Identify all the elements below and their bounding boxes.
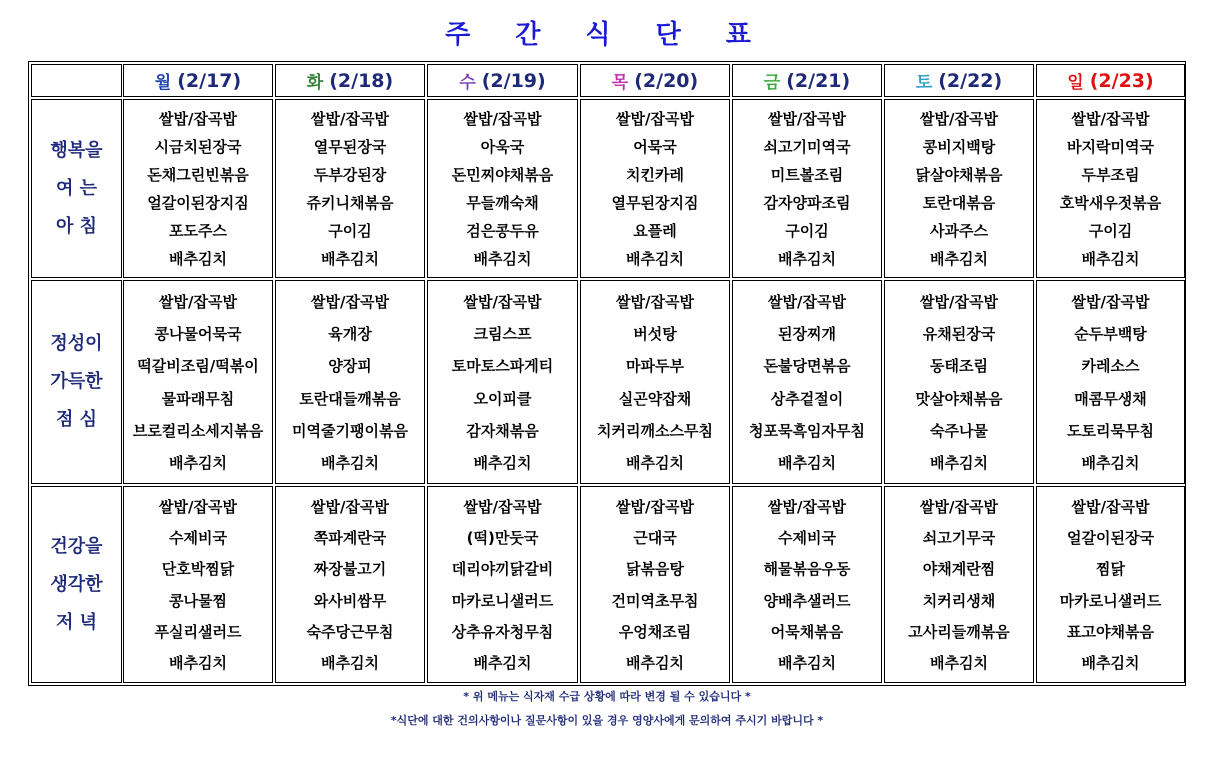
- menu-item: 배추김치: [473, 454, 532, 473]
- menu-item: 쌀밥/잡곡밥: [768, 292, 846, 311]
- menu-item: 푸실리샐러드: [154, 622, 242, 641]
- menu-item: 청포묵흑임자무침: [749, 421, 865, 440]
- menu-item: 해물볶음우동: [763, 560, 851, 579]
- day-date: (2/17): [177, 69, 242, 92]
- meal-label: [31, 280, 122, 484]
- menu-item: 배추김치: [930, 653, 988, 672]
- menu-cell: [580, 99, 730, 278]
- day-date: (2/22): [938, 69, 1003, 92]
- menu-item: 얼갈이된장지짐: [147, 194, 249, 213]
- menu-item: 크림스프: [473, 324, 532, 343]
- menu-item: 쌀밥/잡곡밥: [463, 498, 542, 517]
- menu-item: 마카로니샐러드: [1059, 591, 1162, 610]
- menu-item: 치커리생채: [922, 591, 996, 610]
- menu-item: 얼갈이된장국: [1067, 529, 1154, 548]
- day-header: [1036, 64, 1185, 97]
- day-name: 금: [763, 73, 781, 93]
- menu-item: 배추김치: [321, 653, 379, 672]
- meal-label-line: 여 는: [55, 177, 98, 199]
- menu-item: 오이피클: [473, 389, 532, 408]
- menu-item: 쌀밥/잡곡밥: [920, 292, 998, 311]
- day-date: (2/21): [786, 69, 851, 92]
- meal-label-line: 행복을: [50, 139, 103, 161]
- menu-item: 두부강된장: [313, 165, 387, 184]
- menu-cell: [1036, 99, 1185, 278]
- menu-item: 쌀밥/잡곡밥: [463, 109, 542, 128]
- menu-item: 배추김치: [778, 454, 836, 473]
- menu-item: 찜닭: [1096, 560, 1125, 579]
- notice-change: * 위 메뉴는 식자재 수급 상황에 따라 변경 될 수 있습니다 *: [463, 690, 751, 703]
- menu-item: 마카로니샐러드: [451, 591, 554, 610]
- page-title: 주 간 식 단 표: [445, 20, 769, 50]
- menu-item: 콩나물찜: [169, 591, 227, 610]
- menu-item: 배추김치: [778, 653, 836, 672]
- menu-item: 버섯탕: [633, 324, 677, 343]
- menu-item: 짜장불고기: [313, 560, 387, 579]
- menu-cell: [275, 280, 425, 484]
- menu-cell: [884, 99, 1034, 278]
- menu-item: 수제비국: [169, 529, 227, 548]
- day-header: [123, 64, 273, 97]
- menu-item: 마파두부: [626, 357, 684, 376]
- menu-item: 배추김치: [626, 454, 684, 473]
- menu-item: 맛살야채볶음: [915, 389, 1003, 408]
- menu-item: 쌀밥/잡곡밥: [920, 109, 998, 128]
- menu-item: 야채계란찜: [922, 560, 996, 579]
- menu-item: 표고야채볶음: [1067, 622, 1154, 641]
- menu-item: 사과주스: [930, 222, 988, 241]
- menu-item: 데리야끼닭갈비: [451, 560, 554, 579]
- menu-item: 쇠고기무국: [922, 529, 996, 548]
- menu-item: 카레소스: [1081, 357, 1140, 376]
- day-header: [580, 64, 730, 97]
- menu-item: 브로컬리소세지볶음: [132, 421, 264, 440]
- menu-item: 떡갈비조림/떡볶이: [137, 357, 259, 376]
- menu-cell: [275, 99, 425, 278]
- menu-item: 배추김치: [1081, 454, 1140, 473]
- menu-item: 토마토스파게티: [451, 357, 554, 376]
- menu-item: 실곤약잡채: [618, 389, 692, 408]
- menu-item: 고사리들깨볶음: [908, 622, 1010, 641]
- menu-item: 무들깨숙채: [466, 194, 539, 213]
- menu-item: (떡)만둣국: [466, 529, 539, 548]
- menu-item: 상추겉절이: [770, 389, 844, 408]
- menu-item: 물파래무침: [161, 389, 235, 408]
- day-date: (2/18): [329, 69, 394, 92]
- menu-item: 어묵국: [633, 137, 677, 156]
- menu-item: 쌀밥/잡곡밥: [159, 498, 237, 517]
- meal-label-line: 점 심: [55, 409, 98, 430]
- menu-item: 돈불당면볶음: [763, 357, 851, 376]
- menu-item: 쌀밥/잡곡밥: [463, 292, 542, 311]
- menu-item: 쌀밥/잡곡밥: [616, 109, 694, 128]
- menu-item: 단호박찜닭: [161, 560, 235, 579]
- day-name: 토: [915, 73, 933, 93]
- menu-item: 아욱국: [480, 137, 525, 156]
- day-name: 목: [611, 73, 629, 93]
- menu-item: 구이김: [1088, 222, 1133, 241]
- menu-cell: [580, 486, 730, 683]
- day-header: [427, 64, 578, 97]
- menu-item: 매콤무생채: [1074, 389, 1147, 408]
- menu-item: 쌀밥/잡곡밥: [311, 292, 389, 311]
- menu-item: 열무된장지짐: [611, 194, 699, 213]
- menu-item: 건미역초무침: [611, 591, 699, 610]
- menu-cell: [427, 99, 578, 278]
- menu-item: 돈채그린빈볶음: [147, 165, 249, 184]
- menu-item: 순두부백탕: [1074, 324, 1147, 343]
- meal-label-line: 건강을: [50, 535, 103, 557]
- meal-label-line: 생각한: [50, 573, 103, 595]
- menu-cell: [275, 486, 425, 683]
- menu-item: 육개장: [328, 324, 372, 343]
- menu-item: 시금치된장국: [154, 137, 242, 156]
- day-name: 월: [154, 73, 172, 93]
- menu-item: 배추김치: [169, 653, 227, 672]
- day-name: 일: [1067, 73, 1084, 93]
- menu-cell: [884, 486, 1034, 683]
- menu-item: 쌀밥/잡곡밥: [768, 109, 846, 128]
- day-name: 화: [306, 73, 324, 93]
- menu-item: 배추김치: [473, 250, 532, 269]
- menu-item: 쌀밥/잡곡밥: [616, 498, 694, 517]
- menu-item: 배추김치: [626, 653, 684, 672]
- menu-item: 와사비쌈무: [313, 591, 387, 610]
- menu-item: 쌀밥/잡곡밥: [1071, 109, 1150, 128]
- menu-item: 근대국: [633, 529, 677, 548]
- menu-item: 배추김치: [169, 454, 227, 473]
- menu-item: 쌀밥/잡곡밥: [1071, 498, 1150, 517]
- menu-item: 요플레: [633, 222, 677, 241]
- menu-item: 콩비지백탕: [922, 137, 996, 156]
- menu-cell: [1036, 486, 1185, 683]
- menu-item: 포도주스: [169, 222, 227, 241]
- meal-label: [31, 99, 122, 278]
- menu-item: 미역줄기팽이볶음: [292, 421, 408, 440]
- meal-label: [31, 486, 122, 683]
- menu-item: 양장피: [328, 357, 372, 376]
- menu-cell: [427, 280, 578, 484]
- menu-item: 배추김치: [930, 454, 988, 473]
- menu-item: 치킨카레: [626, 165, 684, 184]
- menu-item: 쌀밥/잡곡밥: [311, 498, 389, 517]
- corner-cell: [31, 64, 122, 97]
- meal-label-line: 가득한: [50, 371, 103, 392]
- day-header: [275, 64, 425, 97]
- menu-item: 양배추샐러드: [763, 591, 851, 610]
- menu-item: 배추김치: [1081, 250, 1140, 269]
- menu-cell: [123, 486, 273, 683]
- menu-table: [28, 61, 1186, 686]
- menu-cell: [427, 486, 578, 683]
- menu-item: 닭볶음탕: [626, 560, 684, 579]
- menu-item: 배추김치: [1081, 653, 1140, 672]
- menu-item: 검은콩두유: [466, 222, 539, 241]
- menu-item: 숙주나물: [930, 421, 988, 440]
- menu-item: 치커리깨소스무침: [597, 421, 713, 440]
- menu-item: 열무된장국: [313, 137, 387, 156]
- menu-item: 배추김치: [321, 454, 379, 473]
- meal-label-line: 저 녁: [55, 611, 98, 633]
- menu-cell: [580, 280, 730, 484]
- menu-item: 된장찌개: [778, 324, 836, 343]
- day-header: [884, 64, 1034, 97]
- menu-item: 쪽파계란국: [313, 529, 387, 548]
- menu-item: 어묵채볶음: [770, 622, 844, 641]
- menu-item: 우엉채조림: [618, 622, 692, 641]
- menu-item: 쌀밥/잡곡밥: [159, 292, 237, 311]
- day-header: [732, 64, 882, 97]
- menu-cell: [884, 280, 1034, 484]
- menu-item: 돈민찌야채볶음: [451, 165, 554, 184]
- menu-item: 수제비국: [778, 529, 836, 548]
- menu-item: 배추김치: [321, 250, 379, 269]
- day-date: (2/23): [1089, 69, 1154, 92]
- menu-item: 쌀밥/잡곡밥: [920, 498, 998, 517]
- day-date: (2/19): [481, 69, 546, 92]
- menu-cell: [732, 486, 882, 683]
- menu-cell: [123, 99, 273, 278]
- menu-item: 도토리묵무침: [1067, 421, 1154, 440]
- menu-item: 동태조림: [930, 357, 988, 376]
- menu-item: 배추김치: [626, 250, 684, 269]
- menu-item: 감자양파조림: [763, 194, 851, 213]
- menu-item: 상추유자청무침: [451, 622, 554, 641]
- menu-item: 호박새우젓볶음: [1059, 194, 1162, 213]
- day-name: 수: [459, 73, 476, 93]
- menu-item: 쇠고기미역국: [763, 137, 851, 156]
- menu-item: 배추김치: [169, 250, 227, 269]
- meal-label-line: 아 침: [55, 215, 98, 237]
- menu-item: 유채된장국: [922, 324, 996, 343]
- menu-item: 닭살야채볶음: [915, 165, 1003, 184]
- meal-label-line: 정성이: [50, 333, 103, 354]
- menu-item: 구이김: [785, 222, 829, 241]
- menu-item: 콩나물어묵국: [154, 324, 242, 343]
- menu-item: 배추김치: [473, 653, 532, 672]
- menu-item: 감자채볶음: [466, 421, 539, 440]
- menu-cell: [732, 280, 882, 484]
- notice-inquiry: *식단에 대한 건의사항이나 질문사항이 있을 경우 영양사에게 문의하여 주시기 바랍니다 *: [390, 714, 824, 727]
- day-date: (2/20): [634, 69, 699, 92]
- menu-item: 두부조림: [1081, 165, 1140, 184]
- menu-item: 토란대볶음: [922, 194, 996, 213]
- menu-item: 쥬키니채볶음: [306, 194, 394, 213]
- menu-item: 미트볼조림: [770, 165, 844, 184]
- menu-item: 토란대들깨볶음: [299, 389, 401, 408]
- menu-item: 배추김치: [930, 250, 988, 269]
- menu-item: 쌀밥/잡곡밥: [616, 292, 694, 311]
- menu-item: 쌀밥/잡곡밥: [768, 498, 846, 517]
- menu-item: 숙주당근무침: [306, 622, 394, 641]
- menu-cell: [123, 280, 273, 484]
- menu-cell: [732, 99, 882, 278]
- menu-item: 바지락미역국: [1067, 137, 1154, 156]
- menu-item: 쌀밥/잡곡밥: [1071, 292, 1150, 311]
- menu-cell: [1036, 280, 1185, 484]
- menu-item: 쌀밥/잡곡밥: [159, 109, 237, 128]
- menu-item: 쌀밥/잡곡밥: [311, 109, 389, 128]
- menu-item: 배추김치: [778, 250, 836, 269]
- menu-item: 구이김: [328, 222, 372, 241]
